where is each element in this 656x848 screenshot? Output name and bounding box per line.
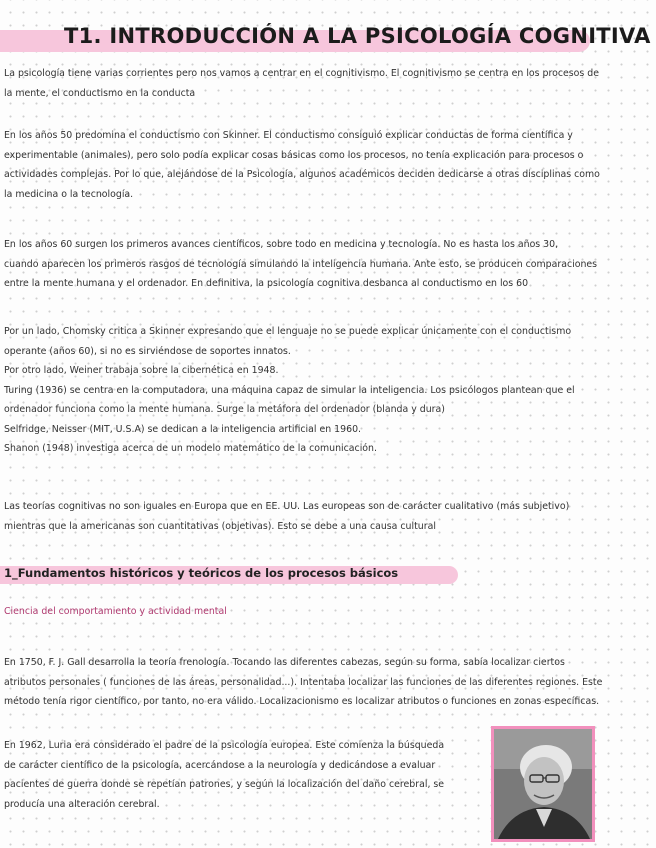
text-line: Turing (1936) se centra en la computadora, una máquina capaz de simular la inteligencia. Los psicólogos plantean que el xyxy=(4,384,575,396)
text-line: Selfridge, Neisser (MIT, U.S.A) se dedican a la inteligencia artificial en 1960. xyxy=(4,423,362,435)
paragraph-conductismo xyxy=(4,126,644,204)
text-line: Por un lado, Chomsky critica a Skinner expresando que el lenguaje no se puede explicar únicamente con el conductismo xyxy=(4,326,572,337)
title-banner xyxy=(0,24,656,64)
text-line: Las teorías cognitivas no son iguales en Europa que en EE. UU. Las europeas son de carácter cualitativo (más subjetivo) xyxy=(4,501,570,512)
text-line: la mente, el conductismo en la conducta xyxy=(4,87,196,99)
text-line: pacientes de guerra donde se repetían patrones, y según la localización del daño cerebral, se xyxy=(4,779,445,790)
section-heading-banner xyxy=(0,563,470,587)
section-title: 1_Fundamentos históricos y teóricos de los procesos básicos xyxy=(4,566,399,580)
subheading: Ciencia del comportamiento y actividad mental xyxy=(4,606,227,617)
paragraph-gall xyxy=(4,653,644,712)
text-line: En los años 50 predomina el conductismo con Skinner. El conductismo consiguió explicar conductas de forma científica y xyxy=(4,130,573,141)
text-line: atributos personales ( funciones de las áreas, personalidad...). Intentaba localizar las funciones de las diferentes regiones. Este xyxy=(4,676,603,688)
text-line: entre la mente humana y el ordenador. En definitiva, la psicología cognitiva desbanca al conductismo en los 60 xyxy=(4,278,529,289)
text-line: Shanon (1948) investiga acerca de un modelo matemático de la comunicación. xyxy=(4,443,377,454)
text-line: actividades complejas. Por lo que, alejándose de la Psicología, algunos académicos deciden dedicarse a otras disciplinas como xyxy=(4,169,600,180)
paragraph-europa-eeuu xyxy=(4,497,644,536)
paragraph-intro xyxy=(4,64,644,103)
paragraph-autores xyxy=(4,322,644,459)
text-line: cuando aparecen los primeros rasgos de tecnología simulando la inteligencia humana. Ante esto, se producen comparaciones xyxy=(4,258,598,270)
text-line: La psicología tiene varias corrientes pero nos vamos a centrar en el cognitivismo. El cognitivismo se centra en los procesos de xyxy=(4,68,599,79)
text-line: Por otro lado, Weiner trabaja sobre la cibernética en 1948. xyxy=(4,365,279,376)
text-line: de carácter científico de la psicología, acercándose a la neurología y dedicándose a evaluar xyxy=(4,759,436,771)
text-line: En 1962, Luria era considerado el padre de la psicología europea. Este comienza la búsqueda xyxy=(4,740,445,751)
text-line: la medicina o la tecnología. xyxy=(4,188,134,200)
text-line: experimentable (animales), pero solo podía explicar cosas básicas como los procesos, no tenía explicación para procesos o xyxy=(4,149,584,161)
text-line: En 1750, F. J. Gall desarrolla la teoría frenología. Tocando las diferentes cabezas, según su forma, sabía localizar ciertos xyxy=(4,657,565,668)
text-line: ordenador funciona como la mente humana. Surge la metáfora del ordenador (blanda y dura) xyxy=(4,404,445,415)
paragraph-luria xyxy=(4,736,484,814)
paragraph-anos-60 xyxy=(4,235,644,294)
portrait-illustration xyxy=(494,729,592,839)
text-line: producía una alteración cerebral. xyxy=(4,798,160,810)
text-line: En los años 60 surgen los primeros avances científicos, sobre todo en medicina y tecnología. No es hasta los años 30, xyxy=(4,239,559,250)
luria-portrait-photo xyxy=(491,726,595,842)
text-line: mientras que la americanas son cuantitativas (objetivas). Esto se debe a una causa cultural xyxy=(4,520,436,532)
text-line: operante (años 60), si no es sirviéndose de soportes innatos. xyxy=(4,345,291,357)
text-line: método tenía rigor científico, por tanto, no era válido. Localizacionismo es localizar atributos o funciones en zonas específicas. xyxy=(4,696,600,707)
page-title: T1. INTRODUCCIÓN A LA PSICOLOGÍA COGNITIVA xyxy=(64,24,651,48)
